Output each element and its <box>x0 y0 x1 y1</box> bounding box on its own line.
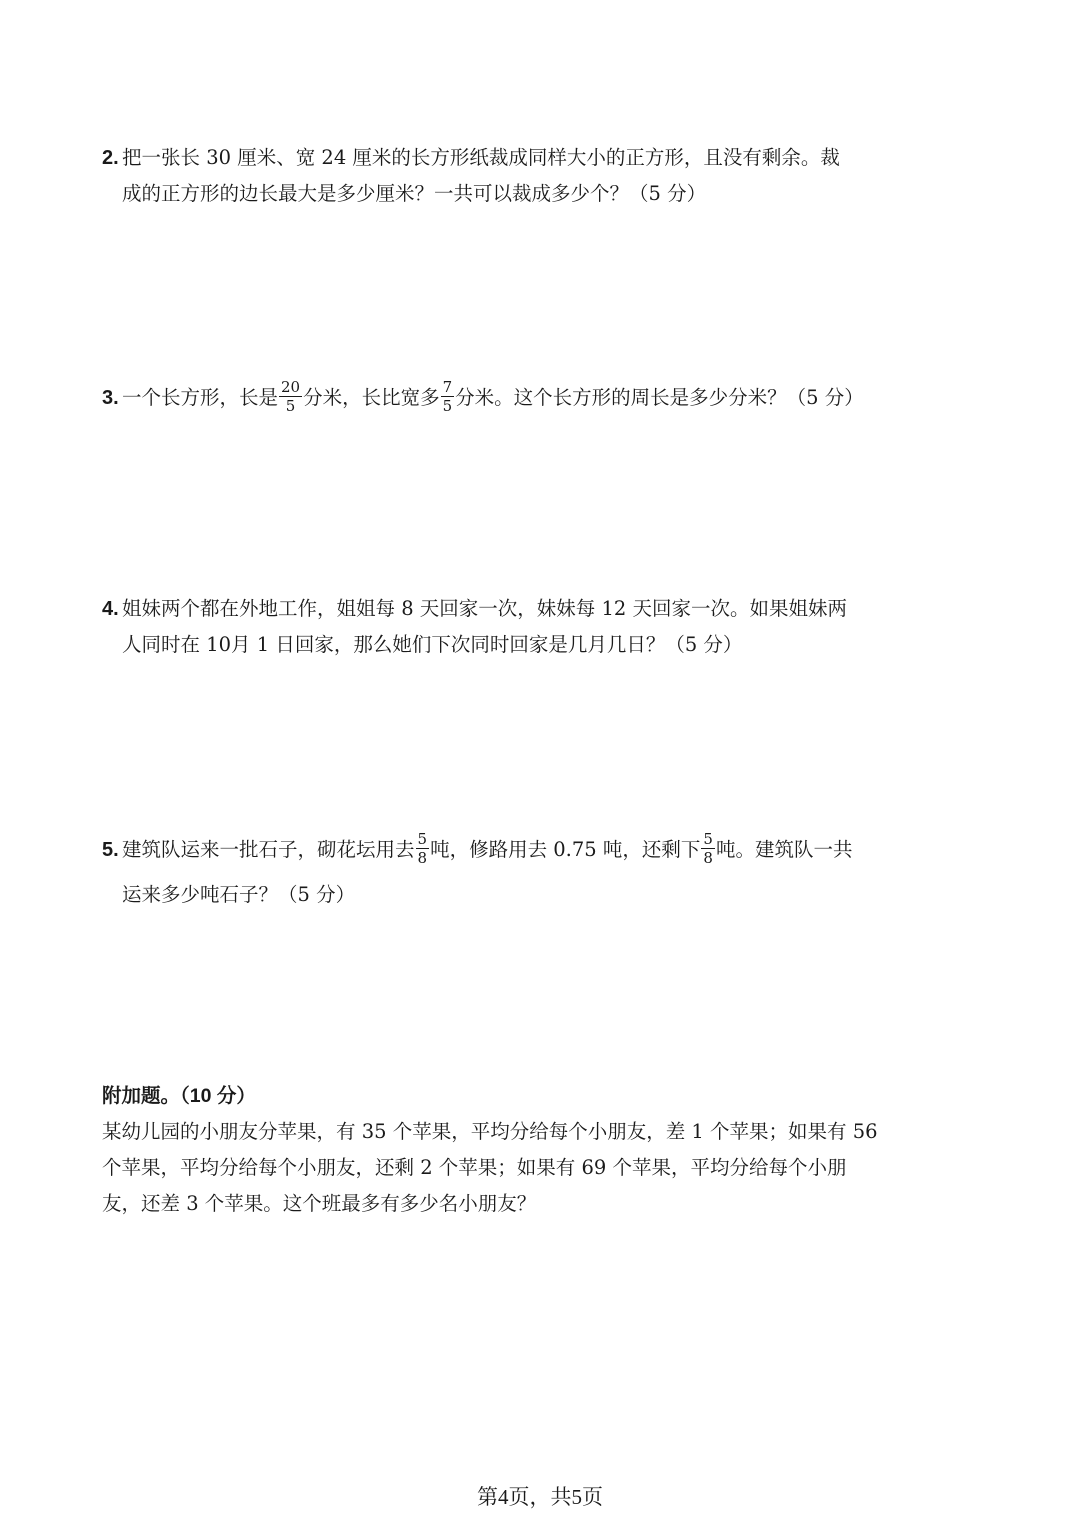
question-text-segment: 分米，长比宽多 <box>303 386 440 409</box>
bonus-body <box>102 1114 902 1222</box>
question-text-segment: 分米。这个长方形的周长是多少分米？（5 分） <box>455 386 864 409</box>
fraction-numerator: 5 <box>703 830 713 848</box>
question-2 <box>102 140 902 212</box>
fraction-denominator: 8 <box>417 849 428 867</box>
question-5 <box>102 832 902 913</box>
fraction <box>701 830 715 867</box>
question-5-line-1 <box>102 832 902 869</box>
question-3-line-1 <box>102 380 902 417</box>
fraction <box>416 830 430 867</box>
question-2-line-1 <box>102 140 902 176</box>
question-number: 3. <box>102 387 119 409</box>
question-4-line-1 <box>102 591 902 627</box>
fraction <box>441 378 455 415</box>
page-footer: 第4页，共5页 <box>477 1485 603 1509</box>
bonus-question <box>102 1078 902 1222</box>
fraction-numerator: 5 <box>417 830 428 848</box>
question-text: 把一张长 30 厘米、宽 24 厘米的长方形纸裁成同样大小的正方形，且没有剩余。裁 <box>122 146 840 169</box>
fraction-denominator: 8 <box>703 849 713 867</box>
question-text: 姐妹两个都在外地工作，姐姐每 8 天回家一次，妹妹每 12 天回家一次。如果姐妹两 <box>122 597 848 620</box>
fraction-denominator: 5 <box>442 397 453 415</box>
question-5-line-2: 运来多少吨石子？（5 分） <box>122 883 356 906</box>
question-4 <box>102 591 902 663</box>
question-text-segment: 建筑队运来一批石子，砌花坛用去 <box>122 838 415 861</box>
question-2-line-2: 成的正方形的边长最大是多少厘米？一共可以裁成多少个？（5 分） <box>122 182 707 205</box>
question-3 <box>102 380 902 417</box>
question-number: 4. <box>102 598 119 620</box>
question-text-segment: 一个长方形，长是 <box>122 386 279 409</box>
question-number: 5. <box>102 839 119 861</box>
bonus-line: 友，还差 3 个苹果。这个班最多有多少名小朋友？ <box>102 1192 537 1215</box>
question-text-segment: 吨。建筑队一共 <box>715 838 853 861</box>
fraction <box>279 378 302 415</box>
fraction-numerator: 7 <box>442 378 453 396</box>
question-4-line-2: 人同时在 10月 1 日回家，那么她们下次同时回家是几月几日？（5 分） <box>122 633 743 656</box>
fraction-denominator: 5 <box>285 397 296 415</box>
question-text-segment: 吨，修路用去 0.75 吨，还剩下 <box>430 838 701 861</box>
fraction-numerator: 20 <box>281 378 301 396</box>
bonus-line: 某幼儿园的小朋友分苹果，有 35 个苹果，平均分给每个小朋友，差 1 个苹果；如果有 56 <box>102 1120 878 1143</box>
bonus-line: 个苹果，平均分给每个小朋友，还剩 2 个苹果；如果有 69 个苹果，平均分给每个小朋 <box>102 1156 847 1179</box>
bonus-title: 附加题。（10 分） <box>102 1085 256 1107</box>
question-number: 2. <box>102 147 119 169</box>
